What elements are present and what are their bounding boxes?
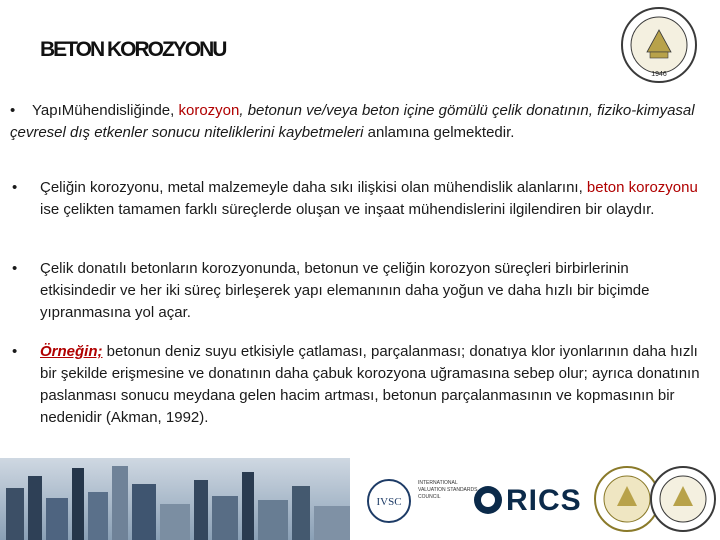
university-seal-logo [620, 6, 698, 84]
university-seal-icon [648, 464, 718, 534]
list-item: • Çeliğin korozyonu, metal malzemeyle daha sıkı ilişkisi olan mühendislik alanlarını, beton korozyonu ise çelikten tamamen farklı süreçlerde oluşan ve inşaat mühendislerini ilgilendiren bir olaydır. [12, 179, 698, 218]
list-item: • Örneğin; betonun deniz suyu etkisiyle çatlaması, parçalanması; donatıya klor iyonlarının daha hızlı bir şekilde erişmesine ve donatının daha çabuk korozyona uğramasına sebep olur; ayrıca donatının paslanması sonucu meydana gelen hacim artması, betonun parçalanmasının ve kopmasının bir nedenidir (Akman, 1992). [12, 343, 700, 426]
page-title: BETON KOROZYONU [40, 38, 226, 61]
footer-banner [0, 458, 720, 540]
example-label: Örneğin; [40, 343, 103, 360]
svg-text:IVSC: IVSC [376, 496, 402, 508]
korozyon-highlight: korozyon [178, 102, 240, 119]
city-skyline-image [0, 458, 350, 540]
rics-wordmark: RICS [506, 484, 582, 517]
list-item: • Çelik donatılı betonların korozyonunda, betonun ve çeliğin korozyon süreçleri birbirlerinin etkisindedir ve her iki süreç birleşerek yapı elemanının daha yoğun ve daha hızlı bir biçimde yıpranmasına yol açar. [12, 260, 650, 321]
ivsc-subtitle: INTERNATIONAL VALUATION STANDARDS COUNCIL [418, 480, 478, 500]
seal-year: 1946 [651, 71, 667, 78]
intro-paragraph: • YapıMühendisliğinde, korozyon, betonun ve/veya beton içine gömülü çelik donatının, fiziko-kimyasal çevresel dış etkenler sonucu niteliklerini kaybetmeleri anlamına gelmektedir. [10, 102, 695, 141]
